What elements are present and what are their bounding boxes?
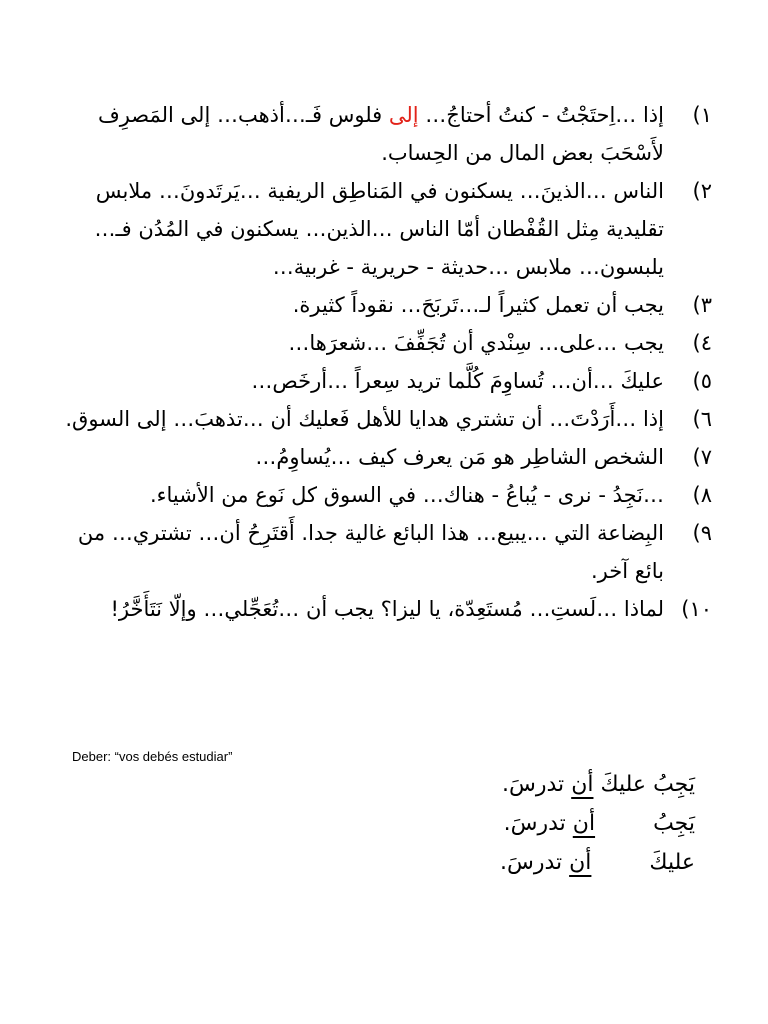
- example-word: يَجِبُ: [653, 772, 695, 797]
- example-line-1: [435, 765, 695, 804]
- exercise-text: يجب …على… سِنْدي أن تُجَفِّفَ …شعرَها…: [288, 331, 664, 355]
- deber-note: Deber: “vos debés estudiar”: [72, 749, 233, 764]
- example-word: تدرسَ.: [499, 850, 563, 875]
- example-word: تدرسَ.: [503, 811, 566, 836]
- example-word: عليكَ: [600, 772, 647, 797]
- exercise-number: ٢): [692, 179, 712, 203]
- exercise-text: عليكَ …أن… تُساوِمَ كُلَّما تريد سِعراً …أرخَص…: [251, 369, 664, 393]
- example-line-2: [435, 804, 695, 843]
- exercise-number: ٧): [692, 445, 712, 469]
- exercise-item-8: [60, 476, 712, 514]
- exercise-item-4: [60, 324, 712, 362]
- exercise-number: ٤): [692, 331, 712, 355]
- exercise-text: البِضاعة التي …يبيع… هذا البائع غالية جدا. أَقتَرِحُ أن… تشتري… من بائع آخر.: [77, 521, 664, 583]
- exercise-text: الشخص الشاطِر هو مَن يعرف كيف …يُساوِمُ…: [255, 445, 664, 469]
- example-word: يَجِبُ: [653, 811, 695, 836]
- exercise-item-2: [60, 172, 712, 286]
- exercise-number: ٦): [692, 407, 712, 431]
- exercise-text-part: إذا …اِحتَجْتُ - كنتُ أحتاجُ…: [418, 103, 664, 127]
- exercise-item-6: [60, 400, 712, 438]
- exercise-item-7: [60, 438, 712, 476]
- exercise-text: الناس …الذينَ… يسكنون في المَناطِق الريفية …يَرتَدونَ… ملابس تقليدية مِثل القُفْطان أمّا الناس …الذين… يسكنون في المُدُن فـ…يلبسون… ملابس …حديثة - حريرية - غربية…: [94, 179, 664, 279]
- exercise-number: ٣): [692, 293, 712, 317]
- exercise-item-5: [60, 362, 712, 400]
- example-sentences: [435, 765, 695, 882]
- underlined-word: أن: [569, 850, 592, 875]
- highlighted-word: إلى: [388, 103, 419, 127]
- exercise-number: ٩): [692, 521, 712, 545]
- example-line-3: [435, 843, 695, 882]
- exercise-text: …نَجِدُ - نرى - يُباعُ - هناك… في السوق كل نَوع من الأشياء.: [149, 483, 664, 507]
- exercise-item-3: [60, 286, 712, 324]
- underlined-word: أن: [572, 811, 596, 836]
- exercise-text-part: فلوس فَـ…أذهب… إلى المَصرِف لأَسْحَبَ بعض المال من الحِساب.: [97, 103, 664, 165]
- exercise-number: ٨): [692, 483, 712, 507]
- exercise-item-10: [60, 590, 712, 628]
- exercise-text: إذا …أَرَدْتَ… أن تشتري هدايا للأهل فَعليك أن …تذهبَ… إلى السوق.: [65, 407, 664, 431]
- exercise-number: ١): [692, 103, 712, 127]
- exercise-item-9: [60, 514, 712, 590]
- exercise-item-1: [60, 96, 712, 172]
- exercise-text: [60, 96, 664, 172]
- exercise-text: لماذا …لَستِ… مُستَعِدّة، يا ليزا؟ يجب أن …تُعَجِّلي… وإلّا نَتَأَخَّرُ!: [110, 597, 664, 621]
- exercise-list: [60, 96, 712, 628]
- exercise-number: ٥): [692, 369, 712, 393]
- example-word: تدرسَ.: [502, 772, 565, 797]
- exercise-text: يجب أن تعمل كثيراً لـ…تَربَحَ… نقوداً كثيرة.: [292, 293, 664, 317]
- exercise-number: ١٠): [681, 597, 712, 621]
- underlined-word: أن: [571, 772, 594, 797]
- example-word: عليكَ: [649, 850, 695, 875]
